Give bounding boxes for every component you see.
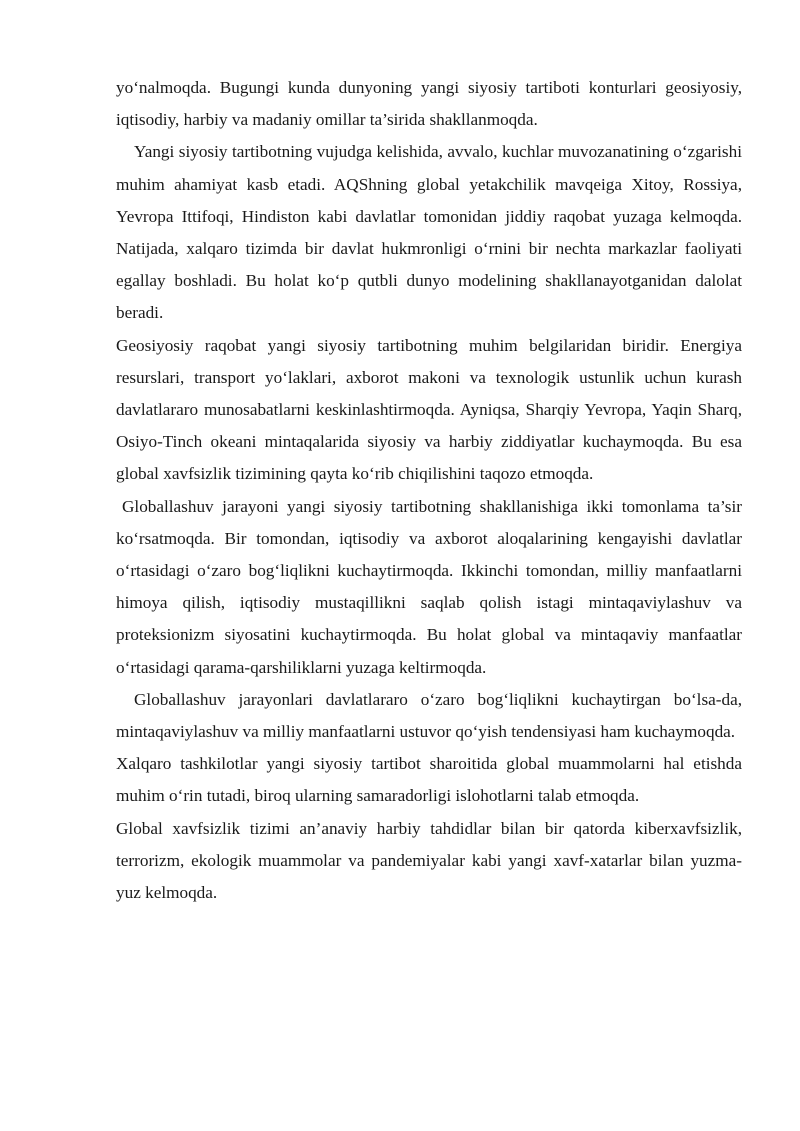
paragraph-3: Geosiyosiy raqobat yangi siyosiy tartibotning muhim belgilaridan biridir. Energiya resurslari, transport yo‘laklari, axborot makoni va texnologik ustunlik uchun kurash davlatlararo munosabatlarni keskinlashtirmoqda. Ayniqsa, Sharqiy Yevropa, Yaqin Sharq, Osiyo-Tinch okeani mintaqalarida siyosiy va harbiy ziddiyatlar kuchaymoqda. Bu esa global xavfsizlik tizimining qayta ko‘rib chiqilishini taqozo etmoqda. (116, 335, 742, 484)
paragraph-6: Xalqaro tashkilotlar yangi siyosiy tartibot sharoitida global muammolarni hal etishda muhim o‘rin tutadi, biroq ularning samaradorligi islohotlarni talab etmoqda. (116, 754, 742, 806)
paragraph-7: Global xavfsizlik tizimi an’anaviy harbiy tahdidlar bilan bir qatorda kiberxavfsizlik, terrorizm, ekologik muammolar va pandemiyalar kabi yangi xavf-xatarlar bilan yuzma-yuz kelmoqda. (116, 818, 742, 903)
paragraph-5: Globallashuv jarayonlari davlatlararo o‘zaro bog‘liqlikni kuchaytirgan bo‘lsa-da, mintaqaviylashuv va milliy manfaatlarni ustuvor qo‘yish tendensiyasi ham kuchaymoqda. (116, 689, 742, 742)
paragraph-4: Globallashuv jarayoni yangi siyosiy tartibotning shakllanishiga ikki tomonlama ta’sir ko‘rsatmoqda. Bir tomondan, iqtisodiy va axborot aloqalarining kengayishi davlatlar o‘rtasidagi o‘zaro bog‘liqlikni kuchaytirmoqda. Ikkinchi tomondan, milliy manfaatlarni himoya qilish, iqtisodiy mustaqillikni saqlab qolish istagi mintaqaviylashuv va proteksionizm siyosatini kuchaytirmoqda. Bu holat global va mintaqaviy manfaatlar o‘rtasidagi qarama-qarshiliklarni yuzaga keltirmoqda. (116, 496, 742, 677)
paragraph-2: Yangi siyosiy tartibotning vujudga kelishida, avvalo, kuchlar muvozanatining o‘zgarishi muhim ahamiyat kasb etadi. AQShning global yetakchilik mavqeiga Xitoy, Rossiya, Yevropa Ittifoqi, Hindiston kabi davlatlar tomonidan jiddiy raqobat yuzaga kelmoqda. Natijada, xalqaro tizimda bir davlat hukmronligi o‘rnini bir nechta markazlar faoliyati egallay boshladi. Bu holat ko‘p qutbli dunyo modelining shakllanayotganidan dalolat beradi. (116, 142, 742, 323)
document-page (116, 72, 742, 909)
paragraph-1: yo‘nalmoqda. Bugungi kunda dunyoning yangi siyosiy tartiboti konturlari geosiyosiy, iqtisodiy, harbiy va madaniy omillar ta’sirida shakllanmoqda. (116, 78, 742, 130)
